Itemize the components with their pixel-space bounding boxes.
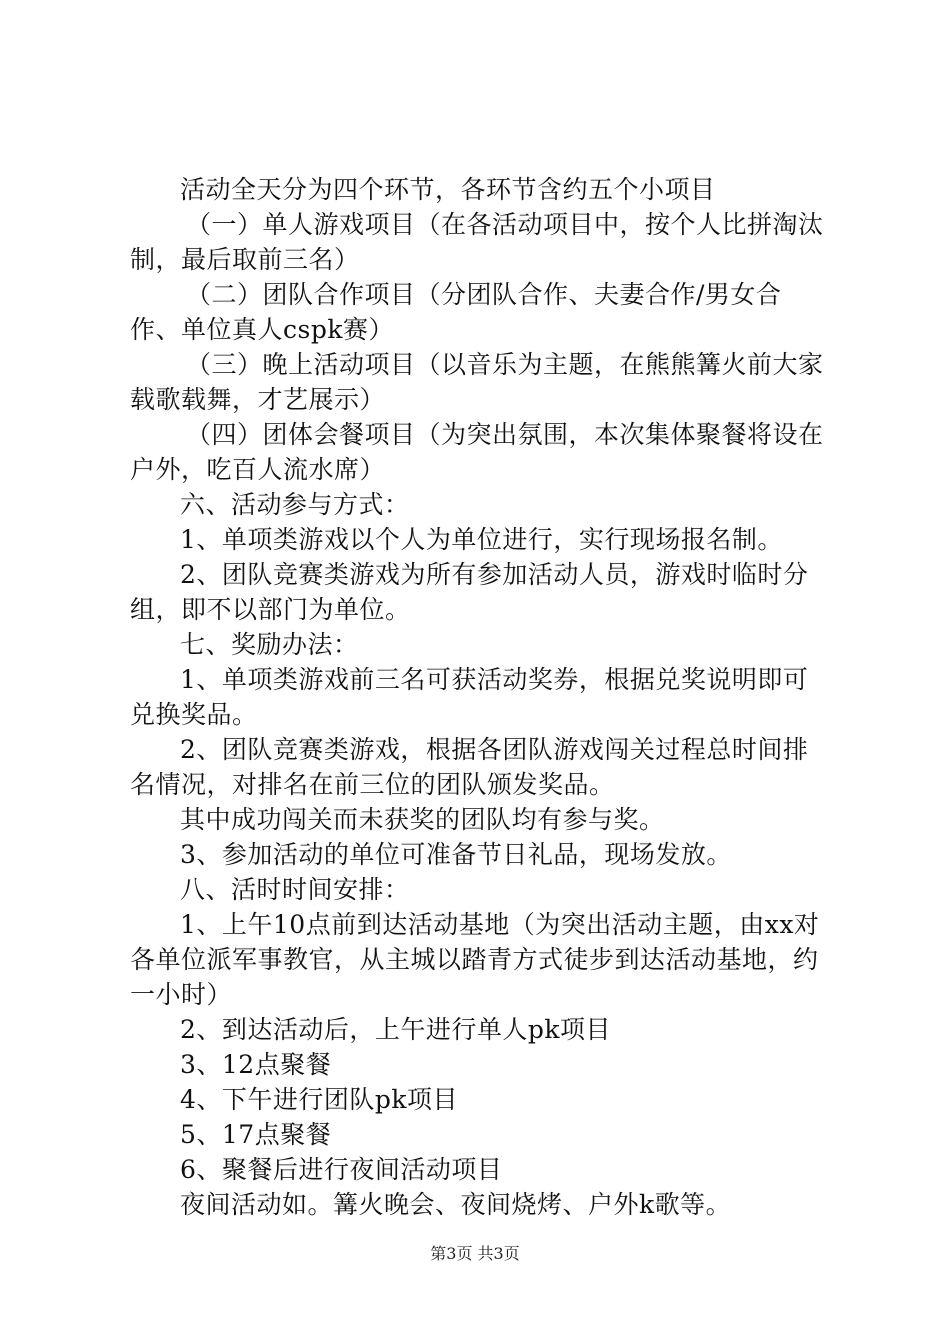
paragraph: 2、团队竞赛类游戏为所有参加活动人员，游戏时临时分组，即不以部门为单位。 <box>130 560 809 624</box>
paragraph: 3、参加活动的单位可准备节日礼品，现场发放。 <box>180 840 732 869</box>
paragraph: 4、下午进行团队pk项目 <box>180 1085 459 1114</box>
page-footer: 第3页 共3页 <box>430 1244 520 1263</box>
paragraph: 5、17点聚餐 <box>180 1120 332 1149</box>
paragraph: 3、12点聚餐 <box>180 1050 332 1079</box>
paragraph: 活动全天分为四个环节，各环节含约五个小项目 <box>180 175 716 204</box>
paragraph: 2、到达活动后，上午进行单人pk项目 <box>180 1015 612 1044</box>
paragraph: （四）团体会餐项目（为突出氛围，本次集体聚餐将设在户外，吃百人流水席） <box>130 420 824 484</box>
paragraph: 1、单项类游戏以个人为单位进行，实行现场报名制。 <box>180 525 783 554</box>
document-body <box>130 172 830 1222</box>
paragraph: 1、单项类游戏前三名可获活动奖券，根据兑奖说明即可兑换奖品。 <box>130 665 809 729</box>
section-heading: 六、活动参与方式： <box>180 490 410 519</box>
paragraph: 夜间活动如。篝火晚会、夜间烧烤、户外k歌等。 <box>180 1190 732 1219</box>
paragraph: 其中成功闯关而未获奖的团队均有参与奖。 <box>180 805 665 834</box>
paragraph: 2、团队竞赛类游戏，根据各团队游戏闯关过程总时间排名情况，对排名在前三位的团队颁发奖品。 <box>130 735 809 799</box>
section-heading: 七、奖励办法： <box>180 630 359 659</box>
paragraph: （三）晚上活动项目（以音乐为主题，在熊熊篝火前大家载歌载舞，才艺展示） <box>130 350 824 414</box>
section-heading: 八、活时时间安排： <box>180 875 410 904</box>
paragraph: 1、上午10点前到达活动基地（为突出活动主题，由xx对各单位派军事教官，从主城以踏青方式徒步到达活动基地，约一小时） <box>130 910 820 1009</box>
paragraph: （二）团队合作项目（分团队合作、夫妻合作/男女合作、单位真人cspk赛） <box>130 280 782 344</box>
paragraph: （一）单人游戏项目（在各活动项目中，按个人比拼淘汰制，最后取前三名） <box>130 210 824 274</box>
paragraph: 6、聚餐后进行夜间活动项目 <box>180 1155 503 1184</box>
